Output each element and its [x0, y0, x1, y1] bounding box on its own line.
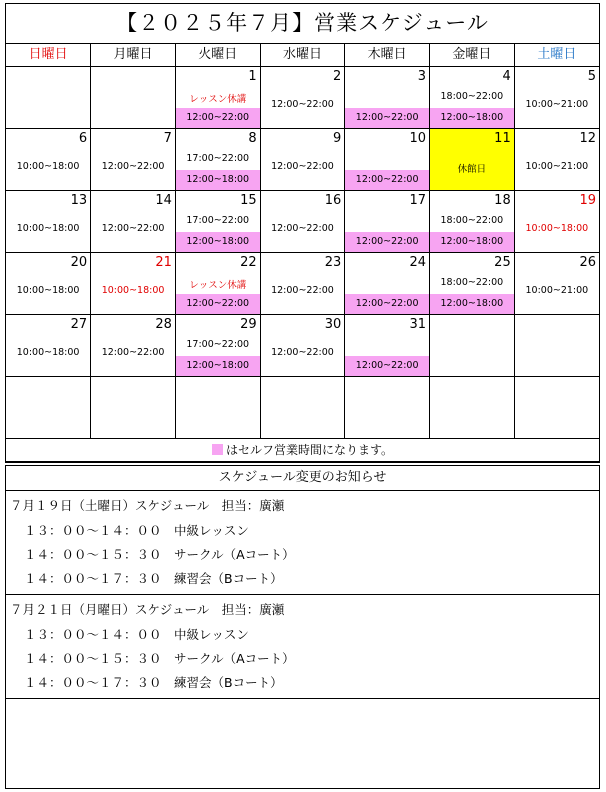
calendar-week-row — [6, 377, 599, 439]
calendar-grid — [6, 44, 599, 462]
day-content — [6, 191, 90, 252]
self-hours-bar: 12:00~18:00 — [176, 170, 260, 190]
calendar-day-cell — [175, 315, 260, 377]
day-number: 16 — [324, 193, 342, 208]
hours-note: 12:00~22:00 — [101, 161, 165, 172]
weekday-header-row — [6, 44, 599, 67]
day-content — [345, 67, 429, 128]
day-content — [6, 67, 90, 128]
day-content — [261, 253, 345, 314]
day-content — [515, 253, 599, 314]
hours-note: レッスン休講 — [189, 94, 247, 105]
day-number: 30 — [324, 317, 342, 332]
calendar-day-cell — [514, 315, 599, 377]
calendar-week-row — [6, 191, 599, 253]
calendar-day-cell — [514, 129, 599, 191]
hours-note: 10:00~18:00 — [16, 347, 80, 358]
calendar-day-cell — [260, 253, 345, 315]
day-number: 14 — [155, 193, 172, 208]
day-number: 31 — [409, 317, 427, 332]
hours-note: 12:00~22:00 — [101, 223, 165, 234]
weekday-friday: 金曜日 — [430, 44, 515, 67]
calendar-day-cell — [430, 67, 515, 129]
calendar-day-cell — [91, 253, 176, 315]
day-content — [345, 129, 429, 190]
hours-note: 12:00~22:00 — [271, 347, 334, 358]
day-number: 5 — [587, 69, 596, 84]
day-content — [6, 377, 90, 438]
day-number: 26 — [579, 255, 596, 270]
day-number: 15 — [240, 193, 257, 208]
day-content — [345, 377, 429, 438]
day-number: 4 — [502, 69, 511, 84]
notice-line: １４：００〜１５：３０ サークル（Aコート） — [24, 547, 295, 562]
notice-line: １３：００〜１４：００ 中級レッスン — [24, 627, 249, 642]
day-number: 8 — [248, 131, 257, 146]
day-content — [430, 67, 514, 128]
day-content — [176, 315, 260, 376]
calendar-day-cell — [6, 253, 91, 315]
self-hours-bar: 12:00~18:00 — [176, 356, 260, 376]
calendar-day-cell — [91, 315, 176, 377]
self-hours-bar: 12:00~18:00 — [430, 108, 514, 128]
calendar-day-cell — [175, 67, 260, 129]
self-hours-bar: 12:00~18:00 — [430, 232, 514, 252]
calendar-title: 【２０２５年７月】営業スケジュール — [6, 4, 599, 44]
hours-note: 12:00~22:00 — [271, 99, 334, 110]
day-number: 6 — [78, 131, 88, 146]
calendar-week-row — [6, 253, 599, 315]
day-content — [430, 253, 514, 314]
hours-note: レッスン休講 — [189, 280, 247, 291]
hours-note: 10:00~21:00 — [525, 285, 589, 296]
weekday-thursday: 木曜日 — [345, 44, 430, 67]
calendar-day-cell — [91, 129, 176, 191]
calendar-day-cell — [91, 377, 176, 439]
notice-title: スケジュール変更のお知らせ — [6, 466, 599, 491]
hours-note: 18:00~22:00 — [440, 91, 504, 102]
day-content — [515, 129, 599, 190]
calendar-day-cell — [345, 377, 430, 439]
hours-note: 10:00~21:00 — [525, 99, 589, 110]
calendar-week-row — [6, 67, 599, 129]
calendar-day-cell — [345, 129, 430, 191]
day-number: 29 — [240, 317, 257, 332]
day-number: 11 — [494, 131, 511, 146]
calendar-weeks — [6, 67, 599, 439]
calendar-day-cell — [6, 191, 91, 253]
calendar-day-cell — [345, 67, 430, 129]
calendar-day-cell — [6, 67, 91, 129]
day-content — [430, 377, 514, 438]
day-content — [176, 129, 260, 190]
day-content — [430, 315, 514, 376]
day-number: 25 — [494, 255, 511, 270]
self-hours-bar: 12:00~22:00 — [345, 232, 429, 252]
notice-block — [6, 595, 599, 699]
day-number: 2 — [333, 69, 342, 84]
day-content — [345, 191, 429, 252]
self-hours-bar: 12:00~22:00 — [176, 294, 260, 314]
day-content — [91, 377, 175, 438]
self-hours-bar: 12:00~22:00 — [345, 108, 429, 128]
legend — [6, 439, 599, 462]
closed-day — [430, 129, 514, 190]
calendar-day-cell — [514, 253, 599, 315]
day-number: 21 — [155, 255, 172, 270]
calendar-day-cell — [260, 129, 345, 191]
day-content — [515, 315, 599, 376]
weekday-wednesday: 水曜日 — [260, 44, 345, 67]
hours-note: 12:00~22:00 — [271, 285, 334, 296]
hours-note: 18:00~22:00 — [440, 215, 504, 226]
notice-line: １３：００〜１４：００ 中級レッスン — [24, 523, 249, 538]
day-number: 22 — [240, 255, 257, 270]
day-number: 24 — [409, 255, 427, 270]
day-content — [515, 191, 599, 252]
day-content — [345, 253, 429, 314]
self-hours-bar: 12:00~18:00 — [430, 294, 514, 314]
schedule-change-notice — [5, 465, 600, 789]
day-content — [345, 315, 429, 376]
weekday-monday: 月曜日 — [91, 44, 176, 67]
day-content — [91, 315, 175, 376]
legend-row — [6, 439, 599, 462]
notice-heading: ７月１９日（土曜日）スケジュール 担当：廣瀬 — [10, 498, 285, 513]
weekday-saturday: 土曜日 — [514, 44, 599, 67]
weekday-tuesday: 火曜日 — [175, 44, 260, 67]
day-content — [176, 377, 260, 438]
day-content — [6, 315, 90, 376]
hours-note: 10:00~18:00 — [525, 223, 589, 234]
calendar-day-cell — [175, 253, 260, 315]
calendar-week-row — [6, 129, 599, 191]
calendar-day-cell — [514, 191, 599, 253]
self-hours-swatch — [212, 444, 223, 455]
notice-line: １４：００〜１７：３０ 練習会（Bコート） — [24, 675, 283, 690]
calendar-day-cell — [430, 129, 515, 191]
day-number: 10 — [409, 131, 427, 146]
notice-block — [6, 491, 599, 595]
calendar-day-cell — [6, 129, 91, 191]
day-content — [515, 67, 599, 128]
day-number: 3 — [417, 69, 427, 84]
hours-note: 12:00~22:00 — [271, 161, 334, 172]
calendar-day-cell — [175, 377, 260, 439]
day-number: 19 — [579, 193, 596, 208]
hours-note: 18:00~22:00 — [440, 277, 504, 288]
day-content — [261, 191, 345, 252]
legend-text: はセルフ営業時間になります。 — [225, 443, 394, 457]
hours-note: 17:00~22:00 — [186, 215, 250, 226]
calendar-week-row — [6, 315, 599, 377]
day-number: 7 — [163, 131, 172, 146]
self-hours-bar: 12:00~22:00 — [345, 356, 429, 376]
hours-note: 10:00~18:00 — [101, 285, 165, 296]
day-content — [91, 129, 175, 190]
weekday-sunday: 日曜日 — [6, 44, 91, 67]
calendar-day-cell — [430, 315, 515, 377]
calendar-day-cell — [260, 315, 345, 377]
calendar-day-cell — [345, 253, 430, 315]
calendar-day-cell — [345, 191, 430, 253]
hours-note: 12:00~22:00 — [271, 223, 334, 234]
day-content — [91, 191, 175, 252]
schedule-calendar — [5, 3, 600, 463]
calendar-day-cell — [260, 191, 345, 253]
notice-heading: ７月２１日（月曜日）スケジュール 担当：廣瀬 — [10, 602, 285, 617]
day-content — [176, 67, 260, 128]
closed-label: 休館日 — [457, 164, 487, 175]
day-content — [261, 377, 345, 438]
self-hours-bar: 12:00~22:00 — [176, 108, 260, 128]
day-number: 28 — [155, 317, 172, 332]
hours-note: 17:00~22:00 — [186, 153, 250, 164]
day-content — [430, 191, 514, 252]
day-content — [176, 191, 260, 252]
day-number: 23 — [324, 255, 342, 270]
calendar-day-cell — [6, 315, 91, 377]
hours-note: 10:00~18:00 — [16, 161, 80, 172]
hours-note: 17:00~22:00 — [186, 339, 250, 350]
self-hours-bar: 12:00~22:00 — [345, 294, 429, 314]
day-content — [261, 129, 345, 190]
day-content — [261, 315, 345, 376]
hours-note: 12:00~22:00 — [101, 347, 165, 358]
calendar-day-cell — [260, 377, 345, 439]
calendar-day-cell — [175, 191, 260, 253]
calendar-day-cell — [430, 191, 515, 253]
day-number: 1 — [248, 69, 257, 84]
day-content — [515, 377, 599, 438]
day-number: 20 — [70, 255, 88, 270]
hours-note: 10:00~18:00 — [16, 223, 80, 234]
notice-line: １４：００〜１５：３０ サークル（Aコート） — [24, 651, 295, 666]
calendar-day-cell — [175, 129, 260, 191]
self-hours-bar: 12:00~18:00 — [176, 232, 260, 252]
calendar-day-cell — [260, 67, 345, 129]
calendar-day-cell — [430, 253, 515, 315]
calendar-day-cell — [514, 67, 599, 129]
calendar-day-cell — [345, 315, 430, 377]
notice-line: １４：００〜１７：３０ 練習会（Bコート） — [24, 571, 283, 586]
day-number: 17 — [409, 193, 427, 208]
day-number: 12 — [579, 131, 596, 146]
day-content — [6, 129, 90, 190]
day-content — [6, 253, 90, 314]
day-content — [261, 67, 345, 128]
day-content — [91, 253, 175, 314]
calendar-day-cell — [91, 191, 176, 253]
self-hours-bar: 12:00~22:00 — [345, 170, 429, 190]
calendar-day-cell — [91, 67, 176, 129]
calendar-day-cell — [514, 377, 599, 439]
day-number: 27 — [70, 317, 88, 332]
calendar-day-cell — [6, 377, 91, 439]
hours-note: 10:00~18:00 — [16, 285, 80, 296]
calendar-day-cell — [430, 377, 515, 439]
day-content — [176, 253, 260, 314]
day-number: 13 — [70, 193, 88, 208]
day-number: 9 — [333, 131, 342, 146]
day-content — [91, 67, 175, 128]
hours-note: 10:00~21:00 — [525, 161, 589, 172]
day-number: 18 — [494, 193, 511, 208]
